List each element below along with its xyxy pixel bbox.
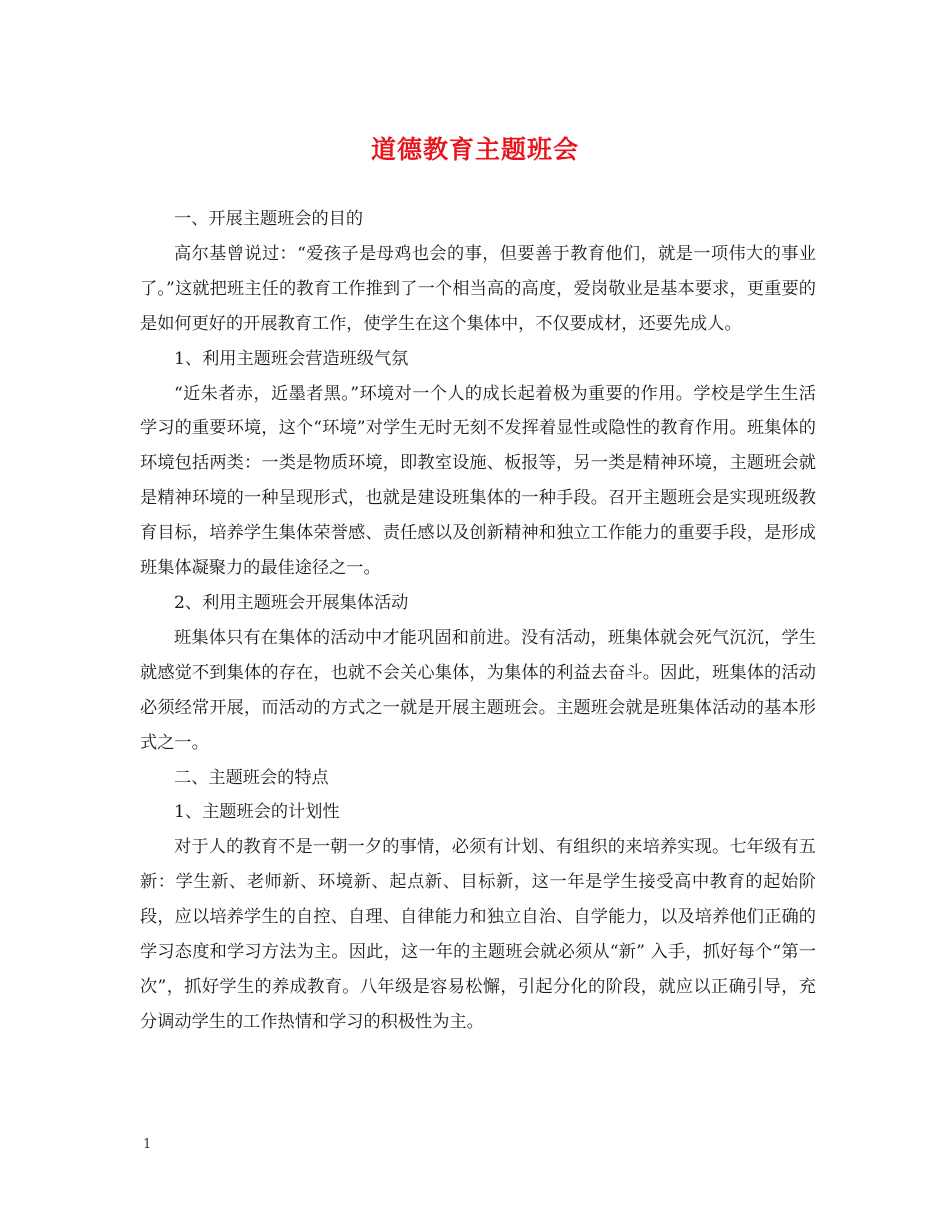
subheading-planning: 1、主题班会的计划性 (174, 802, 340, 823)
section-heading-purpose: 一、开展主题班会的目的 (174, 209, 364, 229)
paragraph-gorky-quote: 高尔基曾说过：“爱孩子是母鸡也会的事，但要善于教育他们，就是一项伟大的事业了。”这就把班主任的教育工作推到了一个相当高的高度，爱岗敬业是基本要求，更重要的是如何更好的开展教育工作，使学生在这个集体中，不仅要成材，还要先成人。 (140, 243, 816, 334)
paragraph-collective: 班集体只有在集体的活动中才能巩固和前进。没有活动，班集体就会死气沉沉，学生就感觉不到集体的存在，也就不会关心集体，为集体的利益去奋斗。因此，班集体的活动必须经常开展，而活动的方式之一就是开展主题班会。主题班会就是班集体活动的基本形式之一。 (140, 627, 816, 753)
subheading-class-atmosphere: 1、利用主题班会营造班级气氛 (174, 348, 409, 369)
document-body (140, 202, 816, 1040)
subheading-collective-activities: 2、利用主题班会开展集体活动 (174, 592, 409, 613)
section-heading-features: 二、主题班会的特点 (174, 767, 329, 788)
paragraph-planning: 对于人的教育不是一朝一夕的事情，必须有计划、有组织的来培养实现。七年级有五新：学生新、老师新、环境新、起点新、目标新，这一年是学生接受高中教育的起始阶段，应以培养学生的自控、自理、自律能力和独立自治、自学能力，以及培养他们正确的学习态度和学习方法为主。因此，这一年的主题班会就必须从“新” 入手，抓好每个“第一次”，抓好学生的养成教育。八年级是容易松懈，引起分化的阶段，就应以正确引导，充分调动学生的工作热情和学习的积极性为主。 (140, 837, 816, 1032)
document-title: 道德教育主题班会 (370, 135, 579, 164)
paragraph-environment: “近朱者赤，近墨者黑。”环境对一个人的成长起着极为重要的作用。学校是学生生活学习的重要环境，这个“环境”对学生无时无刻不发挥着显性或隐性的教育作用。班集体的环境包括两类：一类是物质环境，即教室设施、板报等，另一类是精神环境，主题班会就是精神环境的一种呈现形式，也就是建设班集体的一种手段。召开主题班会是实现班级教育目标，培养学生集体荣誉感、责任感以及创新精神和独立工作能力的重要手段，是形成班集体凝聚力的最佳途径之一。 (140, 383, 816, 579)
page-number: 1 (143, 1137, 152, 1152)
